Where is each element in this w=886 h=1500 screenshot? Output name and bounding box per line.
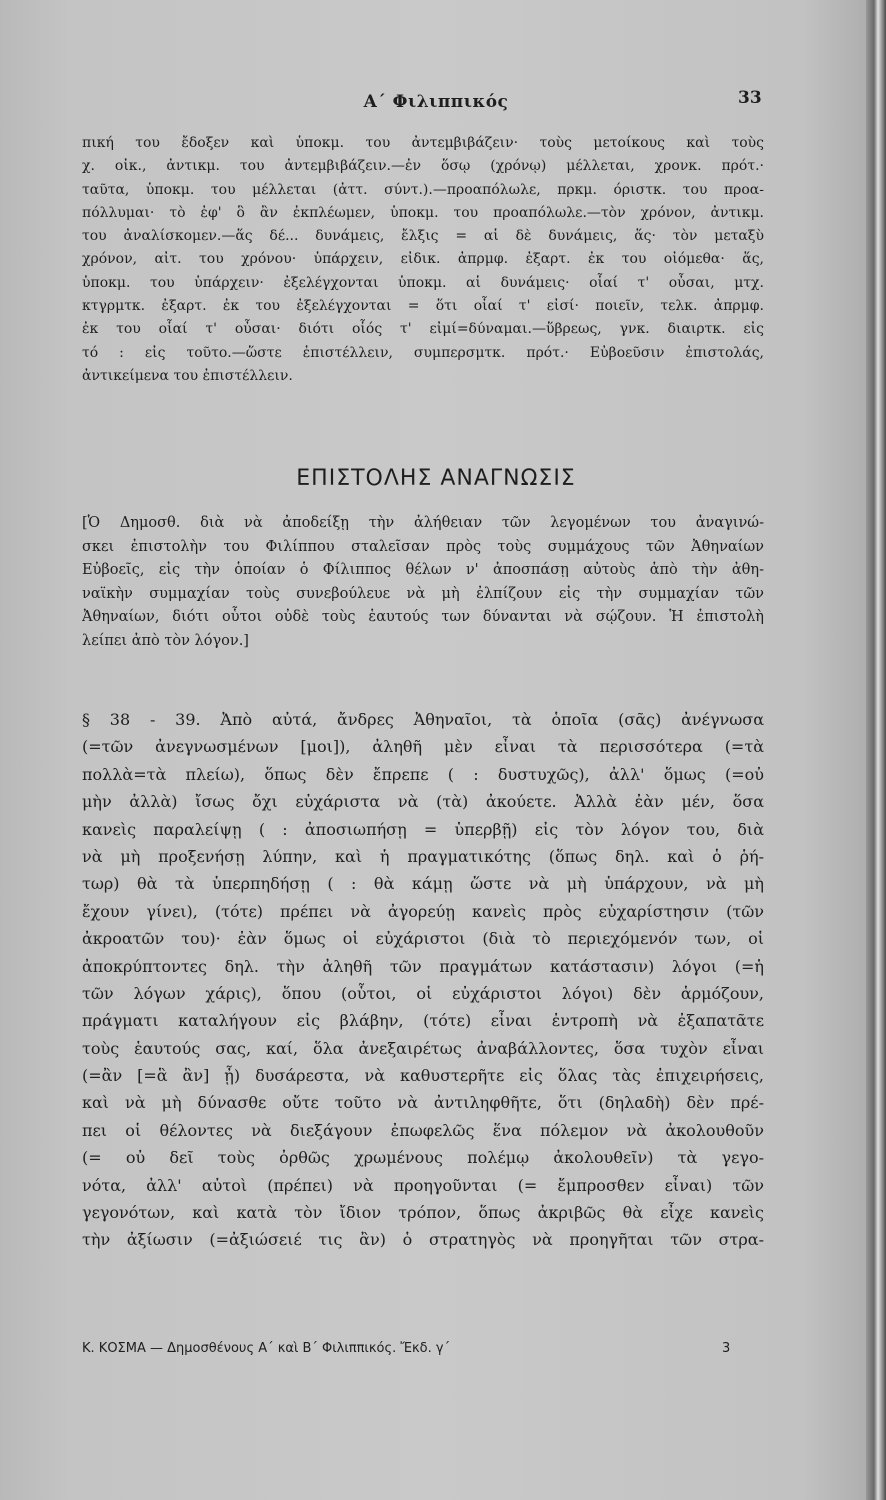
translation-line: πράγματι καταλήγουν εἰς βλάβην, (τότε) εἶναι ἐντροπὴ νὰ ἐξαπατᾶτε bbox=[82, 1011, 764, 1031]
note-line: χρόνον, αἰτ. του χρόνου· ὑπάρχειν, εἰδικ. ἀπρμφ. ἐξαρτ. ἐκ του οἰόμεθα· ἅς, bbox=[82, 251, 764, 268]
summary-paragraph bbox=[82, 512, 764, 654]
footer bbox=[82, 1341, 764, 1356]
translation-line: ἔχουν γίνει), (τότε) πρέπει νὰ ἀγορεύῃ κανεὶς πρὸς εὐχαρίστησιν (τῶν bbox=[82, 901, 764, 921]
note-line: πόλλυμαι· τὸ ἐφ' ὃ ἂν ἐκπλέωμεν, ὑποκμ. του προαπόλωλε.—τὸν χρόνον, ἀντικμ. bbox=[82, 204, 764, 221]
grammar-notes bbox=[82, 132, 764, 388]
note-line: πική του ἔδοξεν καὶ ὑποκμ. του ἀντεμβιβάζειν· τοὺς μετοίκους καὶ τοὺς bbox=[82, 135, 764, 151]
translation-line: τῶν λόγων χάρις), ὅπου (οὗτοι, οἱ εὐχάριστοι λόγοι) δὲν ἁρμόζουν, bbox=[82, 983, 764, 1003]
translation-line: (=τῶν ἀνεγνωσμένων [μοι]), ἀληθῆ μὲν εἶναι τὰ περισσότερα (=τὰ bbox=[82, 737, 764, 757]
note-line: τό : εἰς τοῦτο.—ὥστε ἐπιστέλλειν, συμπερσμτκ. πρότ.· Εὐβοεῦσιν ἐπιστολάς, bbox=[82, 344, 764, 361]
translation-line: μὴν ἀλλὰ) ἴσως ὄχι εὐχάριστα νὰ (τὰ) ἀκούετε. Ἀλλὰ ἐὰν μέν, ὅσα bbox=[82, 792, 764, 812]
summary-line: ναϊκὴν συμμαχίαν τοὺς συνεβούλευε νὰ μὴ ἐλπίζουν εἰς τὴν συμμαχίαν τῶν bbox=[82, 585, 764, 602]
note-line: ἐκ του οἷαί τ' οὖσαι· διότι οἷός τ' εἰμί=δύναμαι.—ὕβρεως, γνκ. διαιρτκ. εἰς bbox=[82, 321, 764, 338]
page-number: 33 bbox=[738, 88, 762, 108]
translation-line: καὶ νὰ μὴ δύνασθε οὔτε τοῦτο νὰ ἀντιληφθῆτε, ὅτι (δηλαδὴ) δὲν πρέ- bbox=[82, 1093, 764, 1113]
footer-imprint: Κ. ΚΟΣΜΑ — Δημοσθένους Α΄ καὶ Β΄ Φιλιππικός. Ἔκδ. γ΄ bbox=[82, 1341, 451, 1356]
note-line: ἀντικείμενα του ἐπιστέλλειν. bbox=[82, 367, 293, 384]
note-line: ταῦτα, ὑποκμ. του μέλλεται (ἀττ. σύντ.).—προαπόλωλε, πρκμ. όριστκ. του προα- bbox=[82, 181, 764, 198]
translation-paragraph bbox=[82, 706, 764, 1254]
note-line: ὑποκμ. του ὑπάρχειν· ἐξελέγχονται ὑποκμ. αἱ δυνάμεις· οἷαί τ' οὖσαι, μτχ. bbox=[82, 274, 764, 291]
translation-line: πει οἱ θέλοντες νὰ διεξάγουν ἐπωφελῶς ἕνα πόλεμον νὰ ἀκολουθοῦν bbox=[82, 1120, 764, 1140]
translation-line: νὰ μὴ προξενήσῃ λύπην, καὶ ἡ πραγματικότης (ὅπως δηλ. καὶ ὁ ῥή- bbox=[82, 846, 764, 866]
translation-line: τωρ) θὰ τὰ ὑπερπηδήσῃ ( : θὰ κάμῃ ὥστε νὰ μὴ ὑπάρχουν, νὰ μὴ bbox=[82, 874, 764, 894]
translation-line: τὴν ἀξίωσιν (=ἀξιώσειέ τις ἂν) ὁ στρατηγὸς νὰ προηγῆται τῶν στρα- bbox=[82, 1230, 764, 1250]
translation-line: ἀκροατῶν του)· ἐὰν ὅμως οἱ εὐχάριστοι (διὰ τὸ περιεχόμενόν των, οἱ bbox=[82, 929, 764, 949]
note-line: του ἀναλίσκομεν.—ἅς δέ... δυνάμεις, ἔλξις = αἱ δὲ δυνάμεις, ἅς· τὸν μεταξὺ bbox=[82, 228, 764, 245]
translation-line: νότα, ἀλλ' αὐτοὶ (πρέπει) νὰ προηγοῦνται (= ἔμπροσθεν εἶναι) τῶν bbox=[82, 1175, 764, 1195]
translation-line: ἀποκρύπτοντες δηλ. τὴν ἀληθῆ τῶν πραγμάτων κατάστασιν) λόγοι (=ἡ bbox=[82, 956, 764, 976]
translation-line: τοὺς ἑαυτούς σας, καί, ὅλα ἀνεξαιρέτως ἀναβάλλοντες, ὅσα τυχὸν εἶναι bbox=[82, 1038, 764, 1058]
summary-line: Εὐβοεῖς, εἰς τὴν ὁποίαν ὁ Φίλιππος θέλων ν' ἀποσπάσῃ αὐτοὺς ἀπὸ τὴν ἀθη- bbox=[82, 562, 764, 579]
running-head: Α΄ Φιλιππικός bbox=[363, 92, 509, 112]
section-title: ΕΠΙΣΤΟΛΗΣ ΑΝΑΓΝΩΣΙΣ bbox=[296, 466, 576, 491]
translation-line: πολλὰ=τὰ πλείω), ὅπως δὲν ἔπρεπε ( : δυστυχῶς), ἀλλ' ὅμως (=οὐ bbox=[82, 764, 764, 784]
translation-line: κανεὶς παραλείψῃ ( : ἀποσιωπήσῃ = ὑπερβῇ) εἰς τὸν λόγον του, διὰ bbox=[82, 819, 764, 839]
page-edge bbox=[866, 0, 886, 1500]
note-line: κτγρμτκ. ἐξαρτ. ἐκ του ἐξελέγχονται = ὅτι οἷαί τ' εἰσί· ποιεῖν, τελκ. ἀπρμφ. bbox=[82, 298, 764, 315]
translation-line: (=ἂν [=ἃ ἂν] ᾖ) δυσάρεστα, νὰ καθυστερῆτε εἰς ὅλας τὰς ἐπιχειρήσεις, bbox=[82, 1066, 764, 1086]
translation-line: (= οὐ δεῖ τοὺς ὀρθῶς χρωμένους πολέμῳ ἀκολουθεῖν) τὰ γεγο- bbox=[82, 1148, 764, 1168]
summary-line: σκει ἐπιστολὴν του Φιλίππου σταλεῖσαν πρὸς τοὺς συμμάχους τῶν Ἀθηναίων bbox=[82, 538, 764, 555]
summary-line: [Ὁ Δημοσθ. διὰ νὰ ἀποδείξῃ τὴν ἀλήθειαν τῶν λεγομένων του ἀναγινώ- bbox=[82, 515, 764, 531]
summary-line: λείπει ἀπὸ τὸν λόγον.] bbox=[82, 632, 249, 649]
signature-mark: 3 bbox=[722, 1341, 731, 1356]
summary-line: Ἀθηναίων, διότι οὗτοι οὐδὲ τοὺς ἑαυτούς των δύνανται νὰ σῴζουν. Ἡ ἐπιστολὴ bbox=[82, 609, 764, 626]
translation-line: γεγονότων, καὶ κατὰ τὸν ἴδιον τρόπον, ὅπως ἀκριβῶς θὰ εἶχε κανεὶς bbox=[82, 1203, 764, 1223]
translation-line: § 38 - 39. Ἀπὸ αὐτά, ἄνδρες Ἀθηναῖοι, τὰ ὁποῖα (σᾶς) ἀνέγνωσα bbox=[82, 710, 764, 729]
note-line: χ. οἰκ., ἀντικμ. του ἀντεμβιβάζειν.—ἐν ὅσῳ (χρόνῳ) μέλλεται, χρονκ. πρότ.· bbox=[82, 158, 764, 175]
